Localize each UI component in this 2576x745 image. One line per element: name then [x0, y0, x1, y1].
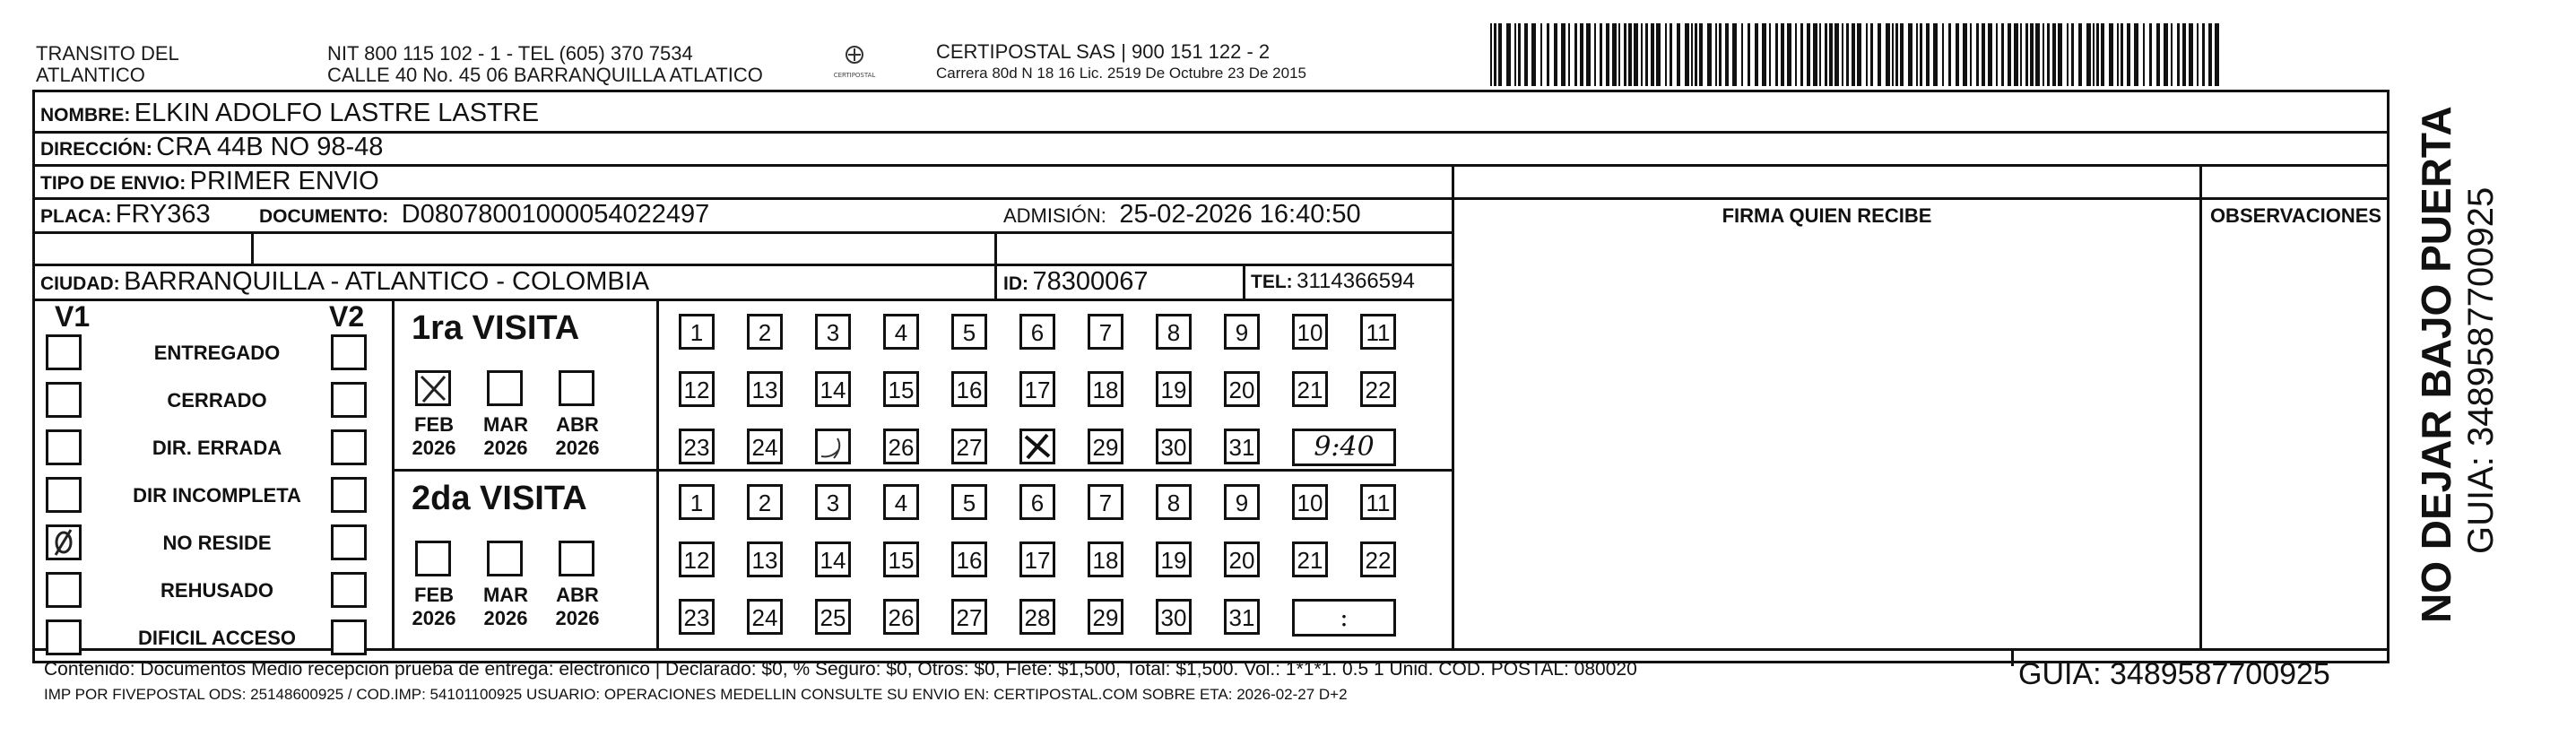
day-box[interactable]: 30 — [1156, 599, 1192, 635]
side-warning: NO DEJAR BAJO PUERTA — [2413, 106, 2459, 623]
v2-checkbox[interactable] — [331, 334, 367, 370]
barcode-bar — [1624, 23, 1626, 86]
day-box[interactable]: 1 — [679, 484, 715, 520]
month-checkbox[interactable] — [415, 541, 451, 576]
barcode-bar — [1606, 23, 1609, 86]
day-box[interactable]: 23 — [679, 429, 715, 464]
barcode-bar — [1715, 23, 1717, 86]
barcode-bar — [1506, 23, 1511, 86]
placa-label: PLACA: — [40, 206, 112, 227]
tipo-envio-row — [40, 168, 379, 199]
v1-checkbox[interactable] — [46, 429, 82, 465]
day-box[interactable]: 31 — [1224, 429, 1260, 464]
day-box[interactable]: 17 — [1019, 541, 1055, 577]
tel-label: TEL: — [1251, 272, 1293, 292]
barcode-bar — [1846, 23, 1849, 86]
day-box[interactable]: 11 — [1360, 484, 1396, 520]
barcode-bar — [1795, 23, 1797, 86]
v2-checkbox[interactable] — [331, 572, 367, 608]
barcode-bar — [1933, 23, 1938, 86]
barcode-bar — [2058, 23, 2062, 86]
day-box[interactable]: 5 — [951, 484, 987, 520]
footer-print-line: IMP POR FIVEPOSTAL ODS: 25148600925 / COD.IMP: 54101100925 USUARIO: OPERACIONES MEDELLIN CONSULTE SU ENVIO EN: CERTIPOSTAL.COM SOBRE ETA: 2026-02-27 D+2 — [44, 686, 1348, 703]
day-box[interactable]: 24 — [747, 429, 783, 464]
tipo-envio-value: PRIMER ENVIO — [189, 167, 379, 195]
v2-header: V2 — [329, 300, 365, 333]
barcode-bar — [1732, 23, 1737, 86]
footer-guia: GUIA: 3489587700925 — [2018, 657, 2330, 691]
day-box[interactable]: 15 — [883, 541, 919, 577]
barcode-bars — [1490, 23, 2225, 86]
barcode-bar — [2067, 23, 2069, 86]
day-box[interactable]: 8 — [1156, 484, 1192, 520]
barcode-bar — [1656, 23, 1661, 86]
barcode-bar — [2096, 23, 2099, 86]
documento-field — [259, 201, 709, 232]
barcode-bar — [2043, 23, 2044, 86]
barcode-bar — [1741, 23, 1743, 86]
sender-name-line2: ATLANTICO — [36, 64, 145, 86]
v2-checkbox[interactable] — [331, 619, 367, 655]
barcode-bar — [1775, 23, 1778, 86]
barcode-bar — [1600, 23, 1602, 86]
barcode-bar — [1514, 23, 1516, 86]
barcode-bar — [2101, 23, 2104, 86]
barcode-bar — [1781, 23, 1784, 86]
barcode-bar — [1665, 23, 1667, 86]
delivery-form — [32, 90, 2390, 703]
v1-checkbox[interactable] — [46, 382, 82, 418]
tel-field — [1251, 268, 1415, 298]
barcode-bar — [2156, 23, 2160, 86]
barcode-bar — [1852, 23, 1855, 86]
status-option-label: ENTREGADO — [153, 342, 281, 364]
month-year: 2026 — [555, 437, 600, 459]
day-box[interactable]: 14 — [815, 371, 851, 407]
barcode-bar — [1807, 23, 1810, 86]
day-box[interactable]: 20 — [1224, 541, 1260, 577]
day-box[interactable]: 13 — [747, 541, 783, 577]
barcode-bar — [1699, 23, 1703, 86]
footer-divider — [35, 648, 2390, 651]
barcode-bar — [1540, 23, 1542, 86]
barcode-bar — [2182, 23, 2186, 86]
day-box[interactable]: 19 — [1156, 371, 1192, 407]
placa-divider — [251, 231, 254, 265]
day-box[interactable]: 7 — [1088, 314, 1123, 350]
month-label: ABR — [556, 584, 599, 606]
sender-name-line1: TRANSITO DEL — [36, 42, 179, 65]
id-label: ID: — [1003, 273, 1028, 294]
x-mark-icon — [1022, 431, 1053, 462]
barcode-bar — [1813, 23, 1817, 86]
barcode-bar — [1641, 23, 1643, 86]
visit-time-box[interactable]: : — [1292, 599, 1396, 637]
status-option-label: DIR INCOMPLETA — [133, 484, 301, 507]
visit-time-box[interactable]: 9:40 — [1292, 429, 1396, 466]
barcode-bar — [1554, 23, 1557, 86]
barcode-bar — [1574, 23, 1577, 86]
month-checkbox[interactable] — [559, 370, 594, 406]
month-label: FEB — [414, 584, 454, 606]
barcode-bar — [1628, 23, 1632, 86]
month-checkbox[interactable] — [487, 370, 523, 406]
day-box[interactable]: 9 — [1224, 314, 1260, 350]
status-option-label: REHUSADO — [160, 579, 273, 602]
barcode-bar — [1825, 23, 1827, 86]
firma-header: FIRMA QUIEN RECIBE — [1722, 204, 1932, 227]
barcode-bar — [1956, 23, 1959, 86]
barcode-bar — [1892, 23, 1894, 86]
day-box[interactable]: 21 — [1292, 371, 1328, 407]
direccion-row — [40, 134, 383, 165]
month-label: ABR — [556, 413, 599, 436]
tel-value: 3114366594 — [1297, 269, 1415, 293]
month-year: 2026 — [412, 437, 456, 459]
barcode-bar — [1996, 23, 1998, 86]
status-option-label: CERRADO — [167, 389, 267, 411]
status-option-label: DIFICIL ACCESO — [137, 627, 296, 649]
barcode-bar — [1755, 23, 1758, 86]
ciudad-field — [40, 268, 649, 299]
day-box[interactable]: 16 — [951, 371, 987, 407]
v1-checkbox[interactable] — [46, 572, 82, 608]
barcode-bar — [1618, 23, 1620, 86]
certipostal-logo-icon — [823, 39, 886, 84]
day-box[interactable]: 21 — [1292, 541, 1328, 577]
day-box[interactable]: 3 — [815, 314, 851, 350]
day-box[interactable]: 27 — [951, 599, 987, 635]
barcode-bar — [2177, 23, 2180, 86]
month-label: MAR — [482, 584, 529, 606]
admision-label: ADMISIÓN: — [1003, 204, 1106, 227]
barcode-bar — [1586, 23, 1591, 86]
barcode-bar — [1612, 23, 1617, 86]
row-divider-1 — [35, 131, 2390, 134]
barcode-bar — [2020, 23, 2022, 86]
month-checkbox[interactable] — [559, 541, 594, 576]
day-box[interactable] — [815, 429, 851, 464]
barcode-bar — [1842, 23, 1843, 86]
day-box[interactable]: 2 — [747, 484, 783, 520]
barcode-bar — [1651, 23, 1654, 86]
barcode-bar — [2127, 23, 2130, 86]
scribble-mark-icon — [818, 431, 848, 462]
barcode-bar — [1970, 23, 1972, 86]
barcode-bar — [2035, 23, 2040, 86]
documento-value: D08078001000054022497 — [401, 200, 710, 229]
day-box[interactable]: 12 — [679, 371, 715, 407]
barcode-bar — [2149, 23, 2152, 86]
barcode-bar — [1498, 23, 1502, 86]
footer-content-line: Contenido: Documentos Medio recepción prueba de entrega: electrónico | Declarado: $0, % Seguro: $0, Otros: $0, Flete: $1,500, Total: $1,500. Vol.: 1*1*1. 0.5 1 Unid. COD. POSTAL: 080020 — [44, 659, 1637, 680]
barcode-bar — [1561, 23, 1566, 86]
barcode-bar — [1580, 23, 1583, 86]
day-box[interactable]: 16 — [951, 541, 987, 577]
certipostal-logo — [823, 39, 886, 84]
visit-title: 2da VISITA — [412, 480, 587, 517]
firma-area[interactable] — [1454, 232, 2199, 648]
barcode-bar — [2164, 23, 2168, 86]
admision-divider — [994, 231, 997, 299]
certipostal-company: CERTIPOSTAL SAS | 900 151 122 - 2 — [936, 40, 1271, 63]
day-box[interactable] — [1019, 429, 1055, 464]
id-value: 78300067 — [1032, 267, 1149, 296]
barcode-bar — [2001, 23, 2004, 86]
month-year: 2026 — [483, 437, 528, 459]
barcode-bar — [1677, 23, 1680, 86]
day-box[interactable]: 10 — [1292, 484, 1328, 520]
x-mark-icon — [418, 373, 448, 403]
barcode-bar — [2071, 23, 2074, 86]
day-box[interactable]: 3 — [815, 484, 851, 520]
side-guia: GUIA: 3489587700925 — [2461, 186, 2501, 554]
visit-split-divider — [392, 469, 1452, 472]
barcode-bar — [1787, 23, 1791, 86]
barcode-bar — [1829, 23, 1833, 86]
status-option-label: DIR. ERRADA — [152, 437, 282, 459]
barcode — [1490, 23, 2225, 86]
barcode-bar — [2052, 23, 2056, 86]
barcode-bar — [1866, 23, 1868, 86]
barcode-bar — [1725, 23, 1729, 86]
barcode-bar — [2121, 23, 2123, 86]
svg-text:CERTIPOSTAL: CERTIPOSTAL — [833, 72, 876, 79]
barcode-bar — [2109, 23, 2113, 86]
barcode-bar — [2030, 23, 2034, 86]
v1-checkbox[interactable] — [46, 524, 82, 560]
status-visit-divider — [392, 299, 395, 648]
day-box[interactable]: 18 — [1088, 541, 1123, 577]
nombre-row — [40, 100, 539, 131]
observaciones-header: OBSERVACIONES — [2209, 204, 2382, 227]
month-year: 2026 — [483, 607, 528, 629]
barcode-bar — [1748, 23, 1750, 86]
v2-checkbox[interactable] — [331, 382, 367, 418]
month-year: 2026 — [412, 607, 456, 629]
day-box[interactable]: 2 — [747, 314, 783, 350]
barcode-bar — [1494, 23, 1496, 86]
barcode-bar — [2215, 23, 2219, 86]
day-box[interactable]: 31 — [1224, 599, 1260, 635]
admision-field — [1003, 201, 1361, 232]
tel-divider — [1243, 264, 1245, 299]
barcode-bar — [2143, 23, 2145, 86]
barcode-bar — [1518, 23, 1521, 86]
id-field — [1003, 268, 1148, 299]
v1-checkbox[interactable] — [46, 477, 82, 513]
day-box[interactable]: 7 — [1088, 484, 1123, 520]
day-box[interactable]: 22 — [1360, 541, 1396, 577]
day-box[interactable]: 12 — [679, 541, 715, 577]
day-box[interactable]: 15 — [883, 371, 919, 407]
barcode-bar — [1963, 23, 1967, 86]
barcode-bar — [2197, 23, 2199, 86]
barcode-bar — [1719, 23, 1722, 86]
day-box[interactable]: 11 — [1360, 314, 1396, 350]
barcode-bar — [1988, 23, 1992, 86]
barcode-bar — [1870, 23, 1873, 86]
day-box[interactable]: 14 — [815, 541, 851, 577]
barcode-bar — [1916, 23, 1918, 86]
barcode-bar — [1707, 23, 1712, 86]
barcode-bar — [1857, 23, 1861, 86]
day-box[interactable]: 17 — [1019, 371, 1055, 407]
barcode-bar — [1908, 23, 1912, 86]
ciudad-label: CIUDAD: — [40, 273, 120, 294]
nombre-label: NOMBRE: — [40, 105, 131, 126]
barcode-bar — [2093, 23, 2095, 86]
barcode-bar — [1645, 23, 1648, 86]
barcode-bar — [1920, 23, 1922, 86]
barcode-bar — [1634, 23, 1638, 86]
barcode-bar — [1982, 23, 1985, 86]
barcode-bar — [1762, 23, 1766, 86]
month-checkbox[interactable] — [487, 541, 523, 576]
day-box[interactable]: 27 — [951, 429, 987, 464]
barcode-bar — [1594, 23, 1596, 86]
barcode-bar — [2171, 23, 2173, 86]
barcode-bar — [2202, 23, 2205, 86]
month-checkbox[interactable] — [415, 370, 451, 406]
barcode-bar — [2086, 23, 2091, 86]
barcode-bar — [1670, 23, 1672, 86]
barcode-bar — [1695, 23, 1697, 86]
status-option-label: NO RESIDE — [162, 532, 272, 554]
day-box[interactable]: 1 — [679, 314, 715, 350]
day-box[interactable]: 19 — [1156, 541, 1192, 577]
nombre-value: ELKIN ADOLFO LASTRE LASTRE — [134, 99, 540, 127]
row-divider-5 — [35, 264, 1452, 266]
month-label: MAR — [482, 413, 529, 436]
day-box[interactable]: 13 — [747, 371, 783, 407]
barcode-bar — [1800, 23, 1803, 86]
admision-value: 25-02-2026 16:40:50 — [1119, 200, 1361, 229]
col-header-divider — [1452, 197, 2390, 200]
documento-label: DOCUMENTO: — [259, 206, 389, 227]
barcode-bar — [1976, 23, 1979, 86]
barcode-bar — [1769, 23, 1771, 86]
v2-checkbox[interactable] — [331, 477, 367, 513]
day-box[interactable]: 24 — [747, 599, 783, 635]
day-box[interactable]: 26 — [883, 429, 919, 464]
barcode-bar — [1524, 23, 1528, 86]
v1-checkbox[interactable] — [46, 334, 82, 370]
day-box[interactable]: 8 — [1156, 314, 1192, 350]
barcode-bar — [1685, 23, 1689, 86]
barcode-bar — [1942, 23, 1944, 86]
v1-header: V1 — [55, 300, 91, 333]
barcode-bar — [1895, 23, 1898, 86]
visit-title: 1ra VISITA — [412, 309, 580, 347]
visit-days-divider — [656, 299, 659, 648]
day-box[interactable]: 20 — [1224, 371, 1260, 407]
day-box[interactable]: 10 — [1292, 314, 1328, 350]
day-box[interactable]: 29 — [1088, 429, 1123, 464]
day-box[interactable]: 22 — [1360, 371, 1396, 407]
day-box[interactable]: 9 — [1224, 484, 1260, 520]
barcode-bar — [1531, 23, 1536, 86]
v2-checkbox[interactable] — [331, 524, 367, 560]
barcode-bar — [1568, 23, 1570, 86]
barcode-bar — [1886, 23, 1890, 86]
v1-checkbox[interactable] — [46, 619, 82, 655]
barcode-bar — [1691, 23, 1693, 86]
barcode-bar — [2008, 23, 2011, 86]
barcode-bar — [2047, 23, 2050, 86]
observaciones-area[interactable] — [2202, 232, 2390, 648]
month-year: 2026 — [555, 607, 600, 629]
day-box[interactable]: 4 — [883, 484, 919, 520]
tipo-envio-label: TIPO DE ENVIO: — [40, 173, 186, 194]
day-box[interactable]: 29 — [1088, 599, 1123, 635]
barcode-bar — [1819, 23, 1821, 86]
barcode-bar — [1926, 23, 1930, 86]
placa-field — [40, 201, 211, 232]
barcode-bar — [2134, 23, 2138, 86]
sender-address: CALLE 40 No. 45 06 BARRANQUILLA ATLATICO — [327, 64, 763, 86]
day-box[interactable]: 30 — [1156, 429, 1192, 464]
ciudad-value: BARRANQUILLA - ATLANTICO - COLOMBIA — [124, 267, 650, 296]
barcode-bar — [1900, 23, 1904, 86]
row-divider-2 — [35, 164, 2390, 167]
guia-divider — [2011, 648, 2014, 666]
v2-checkbox[interactable] — [331, 429, 367, 465]
day-box[interactable]: 4 — [883, 314, 919, 350]
barcode-bar — [1547, 23, 1549, 86]
day-box[interactable]: 26 — [883, 599, 919, 635]
barcode-bar — [2025, 23, 2028, 86]
placa-value: FRY363 — [115, 200, 211, 229]
barcode-bar — [2189, 23, 2193, 86]
barcode-bar — [2014, 23, 2018, 86]
barcode-bar — [1490, 23, 1492, 86]
direccion-label: DIRECCIÓN: — [40, 139, 152, 160]
day-box[interactable]: 6 — [1019, 484, 1055, 520]
day-box[interactable]: 6 — [1019, 314, 1055, 350]
barcode-bar — [1948, 23, 1951, 86]
day-box[interactable]: 23 — [679, 599, 715, 635]
direccion-value: CRA 44B NO 98-48 — [156, 133, 384, 161]
barcode-bar — [2117, 23, 2119, 86]
month-label: FEB — [414, 413, 454, 436]
day-box[interactable]: 18 — [1088, 371, 1123, 407]
barcode-bar — [2208, 23, 2212, 86]
certipostal-license: Carrera 80d N 18 16 Lic. 2519 De Octubre 23 De 2015 — [936, 65, 1306, 82]
barcode-bar — [1834, 23, 1839, 86]
day-box[interactable]: 28 — [1019, 599, 1055, 635]
day-box[interactable]: 5 — [951, 314, 987, 350]
barcode-bar — [2078, 23, 2082, 86]
barcode-bar — [1878, 23, 1881, 86]
day-box[interactable]: 25 — [815, 599, 851, 635]
sender-nit: NIT 800 115 102 - 1 - TEL (605) 370 7534 — [327, 42, 693, 65]
hand-mark-icon — [48, 527, 79, 558]
